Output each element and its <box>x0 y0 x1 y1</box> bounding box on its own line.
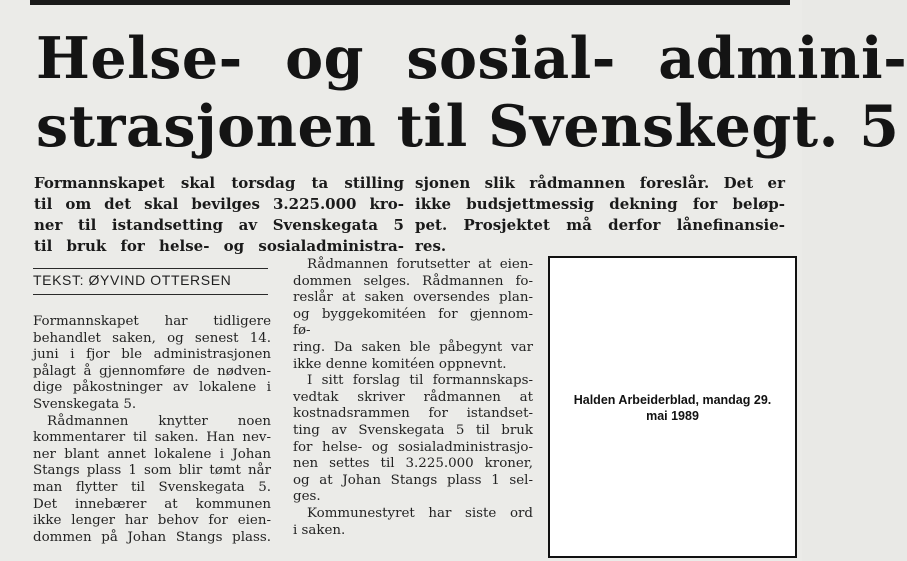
body-line: Rådmannen knytter noen <box>47 413 271 429</box>
body-line: dige påkostninger av lokalene i <box>33 380 271 396</box>
body-line: Kommunestyret har siste ord <box>307 505 533 521</box>
body-line: Formannskapet har tidligere <box>33 314 271 329</box>
body-line: ring. Da saken ble påbegynt var <box>293 339 533 355</box>
lead-line: til bruk for helse- og sosialadministra- <box>34 237 404 255</box>
body-line: juni i fjor ble administrasjonen <box>33 347 271 363</box>
byline-rule-top <box>33 268 268 269</box>
body-line: Stangs plass 1 som blir tømt når <box>33 463 271 479</box>
headline-line-1: Helse- og sosial- admini- <box>36 25 907 92</box>
body-line: for helse- og sosialadministrasjo- <box>293 439 533 455</box>
body-line: behandlet saken, og senest 14. <box>33 330 271 346</box>
body-line: pålagt å gjennomføre de nødven- <box>33 363 271 379</box>
lead-line: Formannskapet skal torsdag ta stilling <box>34 174 404 192</box>
body-line: ner blant annet lokalene i Johan <box>33 446 271 462</box>
body-line: vedtak skriver rådmannen at <box>293 389 533 405</box>
byline: TEKST: ØYVIND OTTERSEN <box>33 272 232 288</box>
source-note-box <box>548 256 797 558</box>
body-line: Svenskegata 5. <box>33 396 137 412</box>
body-line: og byggekomitéen for gjennom- <box>293 306 533 322</box>
body-line: kommentarer til saken. Han nev- <box>33 430 271 446</box>
byline-rule-bottom <box>33 294 268 295</box>
source-note-line: mai 1989 <box>646 409 699 423</box>
body-line: ting av Svenskegata 5 til bruk <box>293 422 533 438</box>
lead-line: pet. Prosjektet må derfor lånefinansie- <box>415 216 785 234</box>
source-note <box>550 392 795 424</box>
lead-line: res. <box>415 237 447 255</box>
lead-line: ner til istandsetting av Svenskegata 5 <box>34 216 404 234</box>
body-line: nen settes til 3.225.000 kroner, <box>293 456 533 472</box>
body-line: kostnadsrammen for istandset- <box>293 406 533 422</box>
body-line: i saken. <box>293 522 346 538</box>
headline-line-2: strasjonen til Svenskegt. 5 <box>36 93 900 160</box>
lead-paragraph-left <box>34 173 404 257</box>
lead-line: ikke budsjettmessig dekning for beløp- <box>415 195 785 213</box>
body-line: dommen på Johan Stangs plass. <box>33 529 271 545</box>
body-line: ikke lenger har behov for eien- <box>33 513 271 529</box>
body-line: og at Johan Stangs plass 1 sel- <box>293 472 533 488</box>
body-line: ikke denne komitéen oppnevnt. <box>293 356 507 372</box>
body-line: I sitt forslag til formannskaps- <box>307 373 533 389</box>
lead-line: sjonen slik rådmannen foreslår. Det er <box>415 174 785 192</box>
body-line: Det innebærer at kommunen <box>33 496 271 512</box>
body-line: reslår at saken oversendes plan- <box>293 290 533 306</box>
body-line: dommen selges. Rådmannen fo- <box>293 273 533 289</box>
body-line: Rådmannen forutsetter at eien- <box>307 257 533 272</box>
body-line: fø- <box>293 323 311 339</box>
body-column-2 <box>293 257 533 539</box>
top-rule <box>30 0 790 5</box>
lead-line: til om det skal bevilges 3.225.000 kro- <box>34 195 404 213</box>
body-line: ges. <box>293 489 321 505</box>
body-line: man flytter til Svenskegata 5. <box>33 479 271 495</box>
lead-paragraph-right <box>415 173 785 257</box>
source-note-line: Halden Arbeiderblad, mandag 29. <box>573 393 772 407</box>
body-column-1 <box>33 314 271 546</box>
